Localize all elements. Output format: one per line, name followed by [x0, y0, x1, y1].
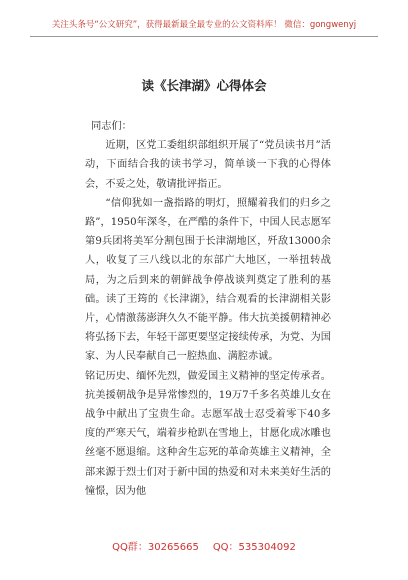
paragraph-intro: 近期，区党工委组织部组织开展了“党员读书月”活动，下面结合我的读书学习，简单谈一下我的心得体会，不妥之处，敬请批评指正。 [85, 140, 331, 190]
page-footer [0, 538, 408, 553]
paragraph-quote: “信仰犹如一盏指路的明灯，照耀着我们的归乡之路”，1950年深冬，在严酷的条件下，中国人民志愿军第9兵团将美军分割包围于长津湖地区，歼敌13000余人，收复了三八线以北的东部广大地区，一举扭转战局，为之后到来的朝鲜战争停战谈判奠定了胜利的基础。读了王筠的《长津湖》，结合观看的长津湖相关影片，心情激荡澎湃久久不能平静。伟大抗美援朝精神必将弘扬下去，年轻干部更要坚定接续传承，为党、为国家、为人民奉献自己一腔热血、满腔赤诚。 [85, 197, 331, 363]
paragraph-history: 铭记历史、缅怀先烈，做爱国主义精神的坚定传承者。抗美援朝战争是异常惨烈的，19万7千多名英雄儿女在战争中献出了宝贵生命。志愿军战士忍受着零下40多度的严寒天气，端着步枪趴在雪地上，甘愿化成冰雕也丝毫不愿退缩。这种舍生忘死的革命英雄主义精神，全部来源于烈士们对于新中国的热爱和对未来美好生活的憧憬，因为他 [85, 370, 331, 497]
document-body [85, 117, 331, 501]
header-divider [30, 36, 378, 37]
document-title: 读《长津湖》心得体会 [141, 78, 267, 93]
page-header: 关注头条号“公文研究”，获得最新最全最专业的公文资料库！ 微信：gongwenyj [51, 20, 357, 30]
footer-qq-group: QQ群：30265665 [112, 542, 199, 553]
footer-qq: QQ：535304092 [212, 542, 296, 553]
salutation: 同志们： [91, 121, 132, 132]
